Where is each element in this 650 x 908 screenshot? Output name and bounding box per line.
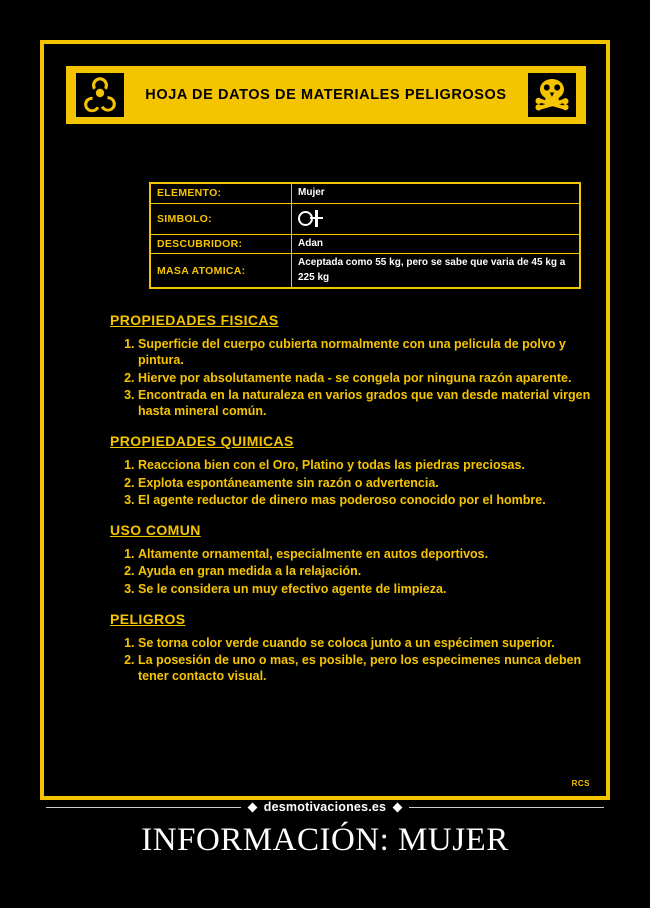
list-item: 1. Se torna color verde cuando se coloca junto a un espécimen superior. [138, 635, 606, 651]
list-item: 1. Altamente ornamental, especialmente en autos deportivos. [138, 546, 606, 562]
section-heading: PROPIEDADES QUIMICAS [110, 433, 294, 450]
list-item: 2. Hierve por absolutamente nada - se congela por ninguna razón aparente. [138, 370, 606, 386]
watermark-rule-left [46, 807, 241, 808]
diamond-icon [393, 802, 403, 812]
section-heading: USO COMUN [110, 522, 201, 538]
poster-caption: INFORMACIÓN: MUJER [141, 822, 509, 858]
row-value-masa-atomica: Aceptada como 55 kg, pero se sabe que varia de 45 kg a 225 kg [292, 254, 581, 289]
table-row [150, 183, 580, 203]
diamond-icon [247, 802, 257, 812]
poster-title: HOJA DE DATOS DE MATERIALES PELIGROSOS [145, 87, 507, 103]
section-peligros [106, 611, 606, 685]
watermark-text: desmotivaciones.es [263, 800, 387, 814]
row-value-elemento: Mujer [292, 183, 581, 203]
list-item: 3. El agente reductor de dinero mas poderoso conocido por el hombre. [138, 492, 606, 508]
table-row [150, 203, 580, 234]
author-signature: RCS [571, 779, 590, 788]
list-item: 2. Ayuda en gran medida a la relajación. [138, 563, 606, 579]
section-propiedades-quimicas [106, 433, 606, 508]
table-row [150, 254, 580, 289]
row-value-descubridor: Adan [292, 234, 581, 254]
element-data-table [149, 182, 581, 289]
section-uso-comun [106, 522, 606, 597]
row-label-masa-atomica: MASA ATOMICA: [150, 254, 292, 289]
list-item: 3. Encontrada en la naturaleza en varios grados que van desde material virgen hasta mineral común. [138, 387, 606, 420]
venus-symbol-icon [298, 209, 340, 229]
list-item: 2. Explota espontáneamente sin razón o advertencia. [138, 475, 606, 491]
hazard-poster [40, 40, 610, 800]
row-label-descubridor: DESCUBRIDOR: [150, 234, 292, 254]
list-item: 1. Superficie del cuerpo cubierta normalmente con una pelicula de polvo y pintura. [138, 336, 606, 369]
watermark-rule-right [409, 807, 604, 808]
poster-header [66, 66, 586, 124]
list-item: 1. Reacciona bien con el Oro, Platino y todas las piedras preciosas. [138, 457, 606, 473]
skull-and-crossbones-icon [526, 71, 578, 119]
biohazard-icon [74, 71, 126, 119]
site-watermark [0, 796, 650, 818]
list-item: 3. Se le considera un muy efectivo agente de limpieza. [138, 581, 606, 597]
section-heading: PROPIEDADES FISICAS [110, 312, 279, 328]
section-heading: PELIGROS [110, 610, 186, 627]
row-label-elemento: ELEMENTO: [150, 183, 292, 203]
row-value-simbolo [292, 203, 581, 234]
section-propiedades-fisicas [106, 312, 606, 419]
row-label-simbolo: SIMBOLO: [150, 203, 292, 234]
table-row [150, 234, 580, 254]
list-item: 2. La posesión de uno o mas, es posible, pero los especimenes nunca deben tener contacto visual. [138, 652, 606, 685]
poster-content [106, 312, 606, 699]
